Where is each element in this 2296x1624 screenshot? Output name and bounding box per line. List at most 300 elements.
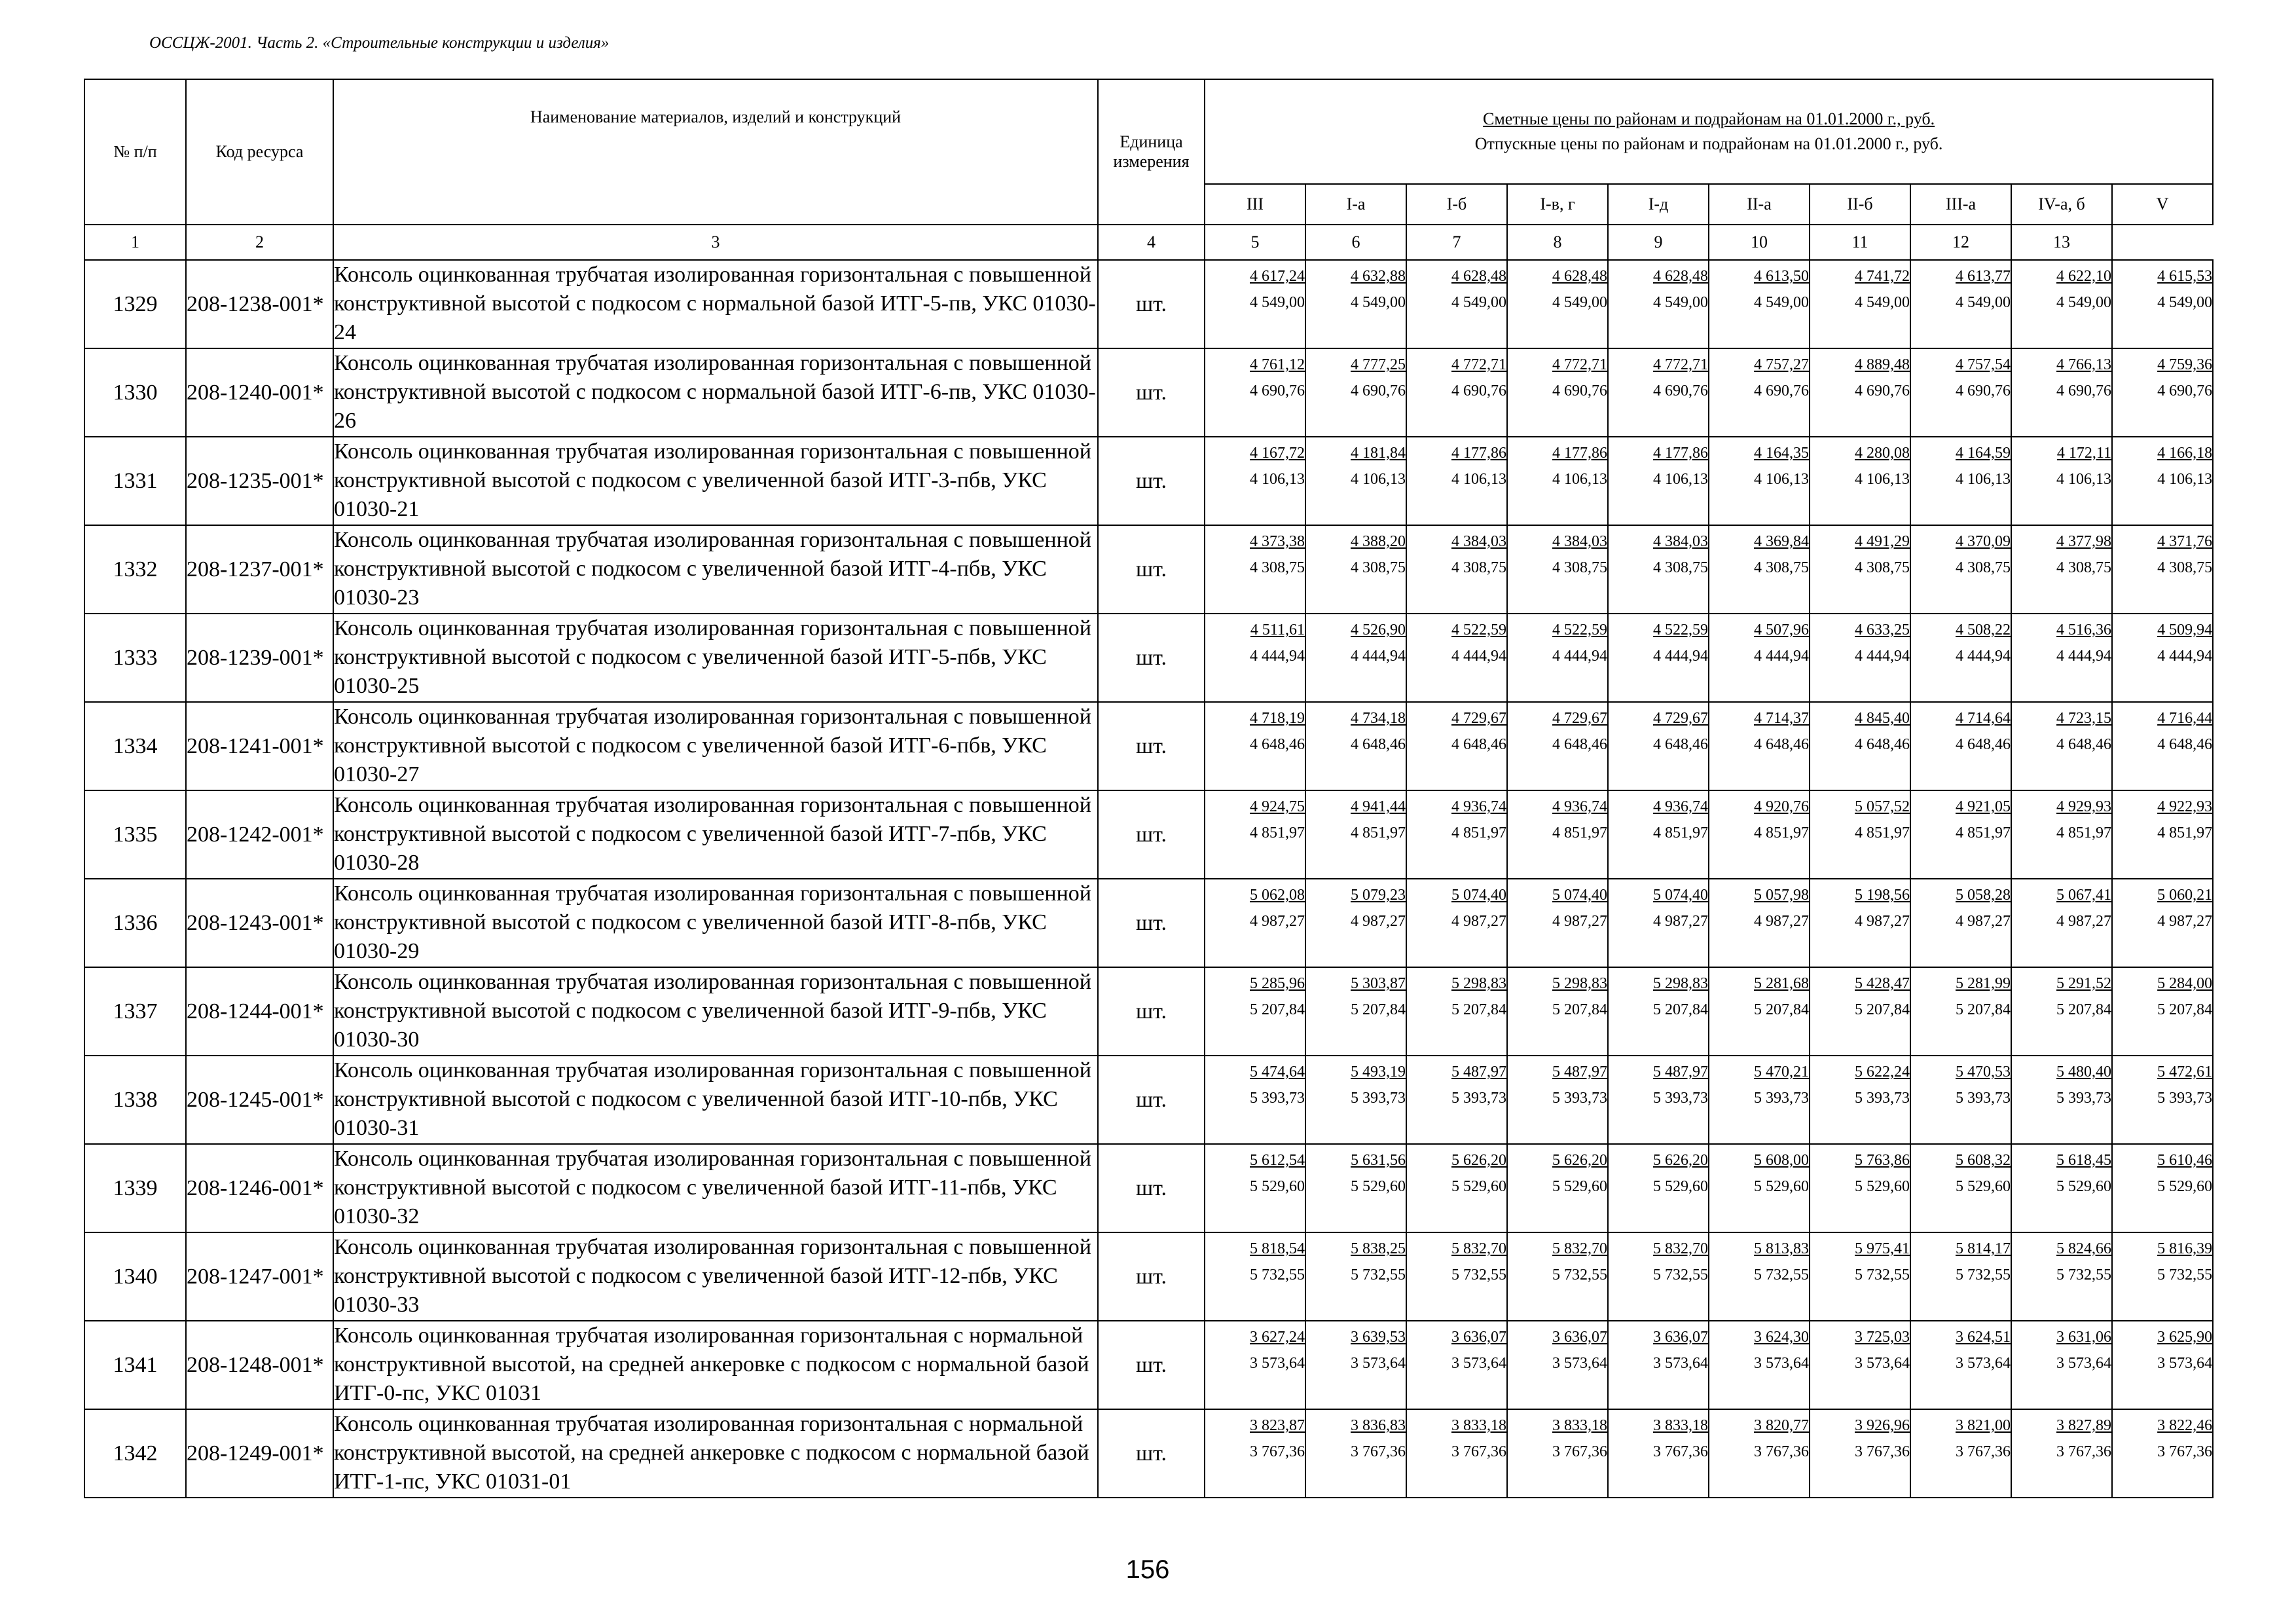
release-price: 4 648,46 [1451,736,1506,753]
estimate-price: 5 058,28 [1956,887,2011,904]
price-cell [1608,1056,1709,1144]
resource-code: 208-1238-001* [186,260,333,348]
estimate-price: 4 936,74 [1552,798,1607,815]
price-cell [1205,260,1305,348]
price-cell [1910,614,2011,702]
release-price: 5 393,73 [1451,1090,1506,1107]
estimate-price: 5 816,39 [2157,1240,2213,1257]
unit: шт. [1098,348,1205,437]
unit: шт. [1098,879,1205,967]
table-row [84,614,2213,702]
price-cell [1608,879,1709,967]
table-row [84,525,2213,614]
release-price: 4 549,00 [2157,294,2213,311]
estimate-price: 5 763,86 [1855,1152,1910,1169]
table-body [84,260,2213,1498]
price-cell [1910,1056,2011,1144]
region-header: IV-а, б [2011,184,2112,225]
price-cell [2011,879,2112,967]
price-cell [1608,437,1709,525]
estimate-price: 4 373,38 [1250,533,1305,550]
price-cell [1305,967,1406,1056]
release-price: 3 573,64 [1552,1355,1607,1372]
estimate-price: 5 487,97 [1552,1063,1607,1080]
release-price: 4 308,75 [1855,559,1910,576]
price-cell [1305,790,1406,879]
table-row [84,437,2213,525]
release-price: 3 767,36 [1250,1443,1305,1460]
price-cell [1810,525,1910,614]
estimate-price: 3 823,87 [1250,1417,1305,1434]
estimate-price: 4 613,77 [1956,268,2011,285]
column-number: 6 [1305,225,1406,260]
release-price: 5 732,55 [2056,1266,2111,1283]
price-cell [1205,1409,1305,1498]
price-cell [2011,967,2112,1056]
estimate-price: 4 384,03 [1653,533,1708,550]
release-price: 5 207,84 [1855,1001,1910,1018]
price-cell [1608,1232,1709,1321]
table-row [84,1056,2213,1144]
release-price: 5 529,60 [2056,1178,2111,1195]
price-cell [1910,260,2011,348]
release-price: 5 393,73 [1956,1090,2011,1107]
price-cell [1205,1232,1305,1321]
release-price: 4 987,27 [1351,913,1406,930]
estimate-price: 5 060,21 [2157,887,2213,904]
estimate-price: 3 624,51 [1956,1329,2011,1346]
price-cell [1507,967,1608,1056]
table-row [84,702,2213,790]
price-cell [1608,348,1709,437]
release-price: 4 851,97 [1653,824,1708,841]
release-price: 3 573,64 [1351,1355,1406,1372]
price-cell [1507,702,1608,790]
price-cell [1305,1056,1406,1144]
price-cell [2112,1321,2213,1409]
unit: шт. [1098,1409,1205,1498]
price-cell [1205,614,1305,702]
release-price: 4 106,13 [1250,471,1305,488]
price-cell [1406,437,1507,525]
estimate-price: 4 166,18 [2157,445,2213,462]
release-price: 3 767,36 [1855,1443,1910,1460]
price-cell [1205,879,1305,967]
table-row [84,1321,2213,1409]
price-cell [1406,1409,1507,1498]
estimate-price: 5 608,00 [1754,1152,1809,1169]
row-number: 1336 [84,879,186,967]
estimate-price: 5 493,19 [1351,1063,1406,1080]
price-cell [1608,790,1709,879]
unit: шт. [1098,1321,1205,1409]
estimate-price: 4 628,48 [1451,268,1506,285]
estimate-price: 5 818,54 [1250,1240,1305,1257]
price-cell [1406,1144,1507,1232]
resource-code: 208-1249-001* [186,1409,333,1498]
release-price: 4 648,46 [1754,736,1809,753]
estimate-price: 3 725,03 [1855,1329,1910,1346]
release-price: 5 529,60 [2157,1178,2213,1195]
estimate-price: 5 631,56 [1351,1152,1406,1169]
estimate-price: 5 832,70 [1552,1240,1607,1257]
row-number: 1333 [84,614,186,702]
estimate-price: 4 729,67 [1451,710,1506,727]
price-cell [2112,1232,2213,1321]
estimate-price: 5 832,70 [1451,1240,1506,1257]
column-number: 9 [1608,225,1709,260]
unit: шт. [1098,614,1205,702]
item-name: Консоль оцинкованная трубчатая изолированная горизонтальная с повышенной конструктивной высотой с подкосом с увеличенной базой ИТГ-5-пбв, УКС 01030-25 [333,614,1098,702]
estimate-price: 3 636,07 [1552,1329,1607,1346]
unit: шт. [1098,1232,1205,1321]
estimate-price: 4 718,19 [1250,710,1305,727]
estimate-price: 3 833,18 [1552,1417,1607,1434]
release-price: 4 549,00 [1956,294,2011,311]
release-price: 4 549,00 [1754,294,1809,311]
row-number: 1335 [84,790,186,879]
estimate-price: 5 079,23 [1351,887,1406,904]
estimate-price: 4 615,53 [2157,268,2213,285]
release-price: 4 987,27 [1855,913,1910,930]
row-number: 1341 [84,1321,186,1409]
release-price: 4 648,46 [1552,736,1607,753]
release-price: 5 529,60 [1250,1178,1305,1195]
estimate-price: 5 975,41 [1855,1240,1910,1257]
price-cell [1810,260,1910,348]
release-price: 5 207,84 [1451,1001,1506,1018]
estimate-price: 4 772,71 [1552,356,1607,373]
estimate-price: 5 298,83 [1451,975,1506,992]
release-price: 3 767,36 [1451,1443,1506,1460]
price-cell [1305,437,1406,525]
estimate-price: 3 833,18 [1451,1417,1506,1434]
release-price: 4 851,97 [1754,824,1809,841]
estimate-price: 5 285,96 [1250,975,1305,992]
item-name: Консоль оцинкованная трубчатая изолированная горизонтальная с повышенной конструктивной высотой с подкосом с увеличенной базой ИТГ-6-пбв, УКС 01030-27 [333,702,1098,790]
release-price: 3 767,36 [1653,1443,1708,1460]
price-cell [2112,1409,2213,1498]
price-cell [2112,348,2213,437]
price-cell [1709,702,1810,790]
release-price: 5 732,55 [1250,1266,1305,1283]
estimate-price: 4 526,90 [1351,621,1406,638]
release-price: 4 106,13 [1956,471,2011,488]
estimate-price: 3 639,53 [1351,1329,1406,1346]
estimate-price: 4 177,86 [1653,445,1708,462]
release-price: 3 573,64 [1250,1355,1305,1372]
release-price: 4 648,46 [2056,736,2111,753]
release-price: 4 987,27 [2157,913,2213,930]
price-cell [1810,1321,1910,1409]
release-price: 3 573,64 [1754,1355,1809,1372]
release-price: 5 393,73 [2056,1090,2111,1107]
resource-code: 208-1241-001* [186,702,333,790]
header-no: № п/п [84,79,186,225]
table-row [84,1232,2213,1321]
release-price: 4 106,13 [1451,471,1506,488]
price-cell [1205,702,1305,790]
price-cell [1709,967,1810,1056]
estimate-price: 4 772,71 [1451,356,1506,373]
estimate-price: 5 612,54 [1250,1152,1305,1169]
release-price: 4 106,13 [1855,471,1910,488]
release-price: 3 573,64 [1653,1355,1708,1372]
region-header: V [2112,184,2213,225]
price-cell [2011,702,2112,790]
column-number: 8 [1507,225,1608,260]
estimate-price: 5 067,41 [2056,887,2111,904]
price-cell [2011,437,2112,525]
release-price: 4 648,46 [1250,736,1305,753]
release-price: 5 529,60 [1451,1178,1506,1195]
release-price: 4 106,13 [2056,471,2111,488]
row-number: 1334 [84,702,186,790]
release-price: 4 648,46 [1351,736,1406,753]
estimate-price: 5 626,20 [1451,1152,1506,1169]
price-cell [2112,525,2213,614]
estimate-price: 4 522,59 [1552,621,1607,638]
price-cell [1910,790,2011,879]
estimate-price: 4 761,12 [1250,356,1305,373]
table-row [84,967,2213,1056]
release-price: 5 732,55 [1451,1266,1506,1283]
release-price: 5 529,60 [1754,1178,1809,1195]
row-number: 1329 [84,260,186,348]
price-cell [1709,1232,1810,1321]
region-header: II-б [1810,184,1910,225]
release-price: 4 987,27 [2056,913,2111,930]
estimate-price: 4 941,44 [1351,798,1406,815]
estimate-price: 5 470,21 [1754,1063,1809,1080]
estimate-price: 4 511,61 [1250,621,1305,638]
header-unit: Единица измерения [1098,79,1205,225]
release-price: 4 106,13 [1351,471,1406,488]
estimate-price: 4 370,09 [1956,533,2011,550]
release-price: 4 308,75 [1653,559,1708,576]
price-cell [1608,525,1709,614]
estimate-price: 4 516,36 [2056,621,2111,638]
table-row [84,790,2213,879]
release-price: 3 573,64 [1451,1355,1506,1372]
release-price: 4 444,94 [1653,648,1708,665]
price-cell [1608,1321,1709,1409]
estimate-price: 4 729,67 [1653,710,1708,727]
column-number: 11 [1810,225,1910,260]
release-price: 4 851,97 [1250,824,1305,841]
item-name: Консоль оцинкованная трубчатая изолированная горизонтальная с повышенной конструктивной высотой с подкосом с увеличенной базой ИТГ-10-пбв, УКС 01030-31 [333,1056,1098,1144]
release-price: 4 851,97 [1956,824,2011,841]
release-price: 4 690,76 [1855,382,1910,399]
release-price: 4 690,76 [1956,382,2011,399]
estimate-price: 5 626,20 [1552,1152,1607,1169]
column-number: 4 [1098,225,1205,260]
release-price: 4 690,76 [1250,382,1305,399]
price-cell [1507,1056,1608,1144]
release-price: 5 529,60 [1351,1178,1406,1195]
price-cell [2011,1409,2112,1498]
estimate-price: 4 508,22 [1956,621,2011,638]
price-cell [1709,260,1810,348]
price-cell [1910,1409,2011,1498]
release-price: 5 207,84 [2056,1001,2111,1018]
price-cell [1305,1321,1406,1409]
release-price: 4 444,94 [1552,648,1607,665]
price-cell [1305,525,1406,614]
price-cell [1709,525,1810,614]
region-header: I-в, г [1507,184,1608,225]
release-price: 5 393,73 [1855,1090,1910,1107]
estimate-price: 4 371,76 [2157,533,2213,550]
release-price: 5 732,55 [1653,1266,1708,1283]
estimate-price: 3 820,77 [1754,1417,1809,1434]
release-price: 5 207,84 [1250,1001,1305,1018]
price-cell [1507,1144,1608,1232]
price-cell [1709,879,1810,967]
estimate-price: 4 734,18 [1351,710,1406,727]
release-price: 4 851,97 [1552,824,1607,841]
price-cell [1910,348,2011,437]
price-cell [2112,702,2213,790]
estimate-price: 4 388,20 [1351,533,1406,550]
release-price: 5 529,60 [1956,1178,2011,1195]
release-price: 3 767,36 [2157,1443,2213,1460]
release-price: 4 648,46 [1653,736,1708,753]
price-cell [1406,1321,1507,1409]
unit: шт. [1098,525,1205,614]
estimate-price: 4 777,25 [1351,356,1406,373]
resource-code: 208-1239-001* [186,614,333,702]
release-price: 4 987,27 [1653,913,1708,930]
estimate-price: 4 729,67 [1552,710,1607,727]
release-price: 5 207,84 [2157,1001,2213,1018]
price-cell [1810,1144,1910,1232]
release-price: 4 308,75 [1956,559,2011,576]
estimate-price: 5 487,97 [1451,1063,1506,1080]
estimate-price: 4 164,59 [1956,445,2011,462]
price-cell [1810,1409,1910,1498]
table-row [84,879,2213,967]
release-price: 3 573,64 [1855,1355,1910,1372]
estimate-price: 3 926,96 [1855,1417,1910,1434]
estimate-price: 4 632,88 [1351,268,1406,285]
region-header: I-а [1305,184,1406,225]
estimate-price: 4 491,29 [1855,533,1910,550]
price-cell [1305,348,1406,437]
estimate-price: 4 936,74 [1451,798,1506,815]
resource-code: 208-1235-001* [186,437,333,525]
release-price: 4 987,27 [1451,913,1506,930]
estimate-price: 4 628,48 [1552,268,1607,285]
price-cell [1810,967,1910,1056]
estimate-price: 4 723,15 [2056,710,2111,727]
item-name: Консоль оцинкованная трубчатая изолированная горизонтальная с повышенной конструктивной высотой с подкосом с увеличенной базой ИТГ-3-пбв, УКС 01030-21 [333,437,1098,525]
release-price: 4 308,75 [2157,559,2213,576]
estimate-price: 5 832,70 [1653,1240,1708,1257]
release-price: 4 851,97 [2157,824,2213,841]
release-price: 4 106,13 [1653,471,1708,488]
release-price: 4 851,97 [1855,824,1910,841]
row-number: 1340 [84,1232,186,1321]
region-header: I-д [1608,184,1709,225]
release-price: 5 732,55 [1351,1266,1406,1283]
release-price: 5 393,73 [1552,1090,1607,1107]
estimate-price: 4 522,59 [1451,621,1506,638]
column-number: 3 [333,225,1098,260]
estimate-price: 3 631,06 [2056,1329,2111,1346]
release-price: 5 732,55 [1855,1266,1910,1283]
price-cell [1406,879,1507,967]
table-row [84,260,2213,348]
release-price: 4 444,94 [1754,648,1809,665]
release-price: 5 732,55 [1552,1266,1607,1283]
estimate-price: 4 177,86 [1552,445,1607,462]
price-cell [1709,348,1810,437]
page-number: 156 [1125,1555,1170,1584]
release-price: 3 767,36 [1754,1443,1809,1460]
price-cell [1507,879,1608,967]
release-price: 3 767,36 [1552,1443,1607,1460]
price-cell [1305,702,1406,790]
estimate-price: 4 929,93 [2056,798,2111,815]
release-price: 4 308,75 [2056,559,2111,576]
release-price: 4 549,00 [2056,294,2111,311]
item-name: Консоль оцинкованная трубчатая изолированная горизонтальная с повышенной конструктивной высотой с подкосом с увеличенной базой ИТГ-11-пбв, УКС 01030-32 [333,1144,1098,1232]
price-cell [1608,702,1709,790]
release-price: 4 308,75 [1250,559,1305,576]
running-head: ОССЦЖ-2001. Часть 2. «Строительные конструкции и изделия» [149,34,610,52]
release-price: 4 690,76 [1754,382,1809,399]
release-price: 5 732,55 [2157,1266,2213,1283]
release-price: 4 106,13 [1552,471,1607,488]
estimate-price: 4 757,27 [1754,356,1809,373]
price-cell [1709,1321,1810,1409]
release-price: 4 549,00 [1855,294,1910,311]
estimate-price: 5 618,45 [2056,1152,2111,1169]
release-price: 5 732,55 [1754,1266,1809,1283]
column-number: 2 [186,225,333,260]
resource-code: 208-1237-001* [186,525,333,614]
estimate-price: 3 833,18 [1653,1417,1708,1434]
estimate-price: 5 057,98 [1754,887,1809,904]
estimate-price: 5 298,83 [1653,975,1708,992]
estimate-price: 5 487,97 [1653,1063,1708,1080]
estimate-price: 5 622,24 [1855,1063,1910,1080]
row-number: 1338 [84,1056,186,1144]
estimate-price: 4 757,54 [1956,356,2011,373]
unit: шт. [1098,1056,1205,1144]
resource-code: 208-1248-001* [186,1321,333,1409]
header-code: Код ресурса [186,79,333,225]
resource-code: 208-1243-001* [186,879,333,967]
price-cell [2112,967,2213,1056]
column-number: 13 [2011,225,2112,260]
resource-code: 208-1244-001* [186,967,333,1056]
price-cell [1709,1144,1810,1232]
price-cell [2112,879,2213,967]
price-cell [1205,790,1305,879]
resource-code: 208-1246-001* [186,1144,333,1232]
estimate-price: 5 824,66 [2056,1240,2111,1257]
release-price: 4 851,97 [2056,824,2111,841]
price-cell [1406,614,1507,702]
release-price: 4 549,00 [1552,294,1607,311]
price-cell [1608,967,1709,1056]
release-price: 3 767,36 [2056,1443,2111,1460]
release-price: 4 444,94 [2056,648,2111,665]
header-prices [1205,79,2213,184]
estimate-price: 5 062,08 [1250,887,1305,904]
